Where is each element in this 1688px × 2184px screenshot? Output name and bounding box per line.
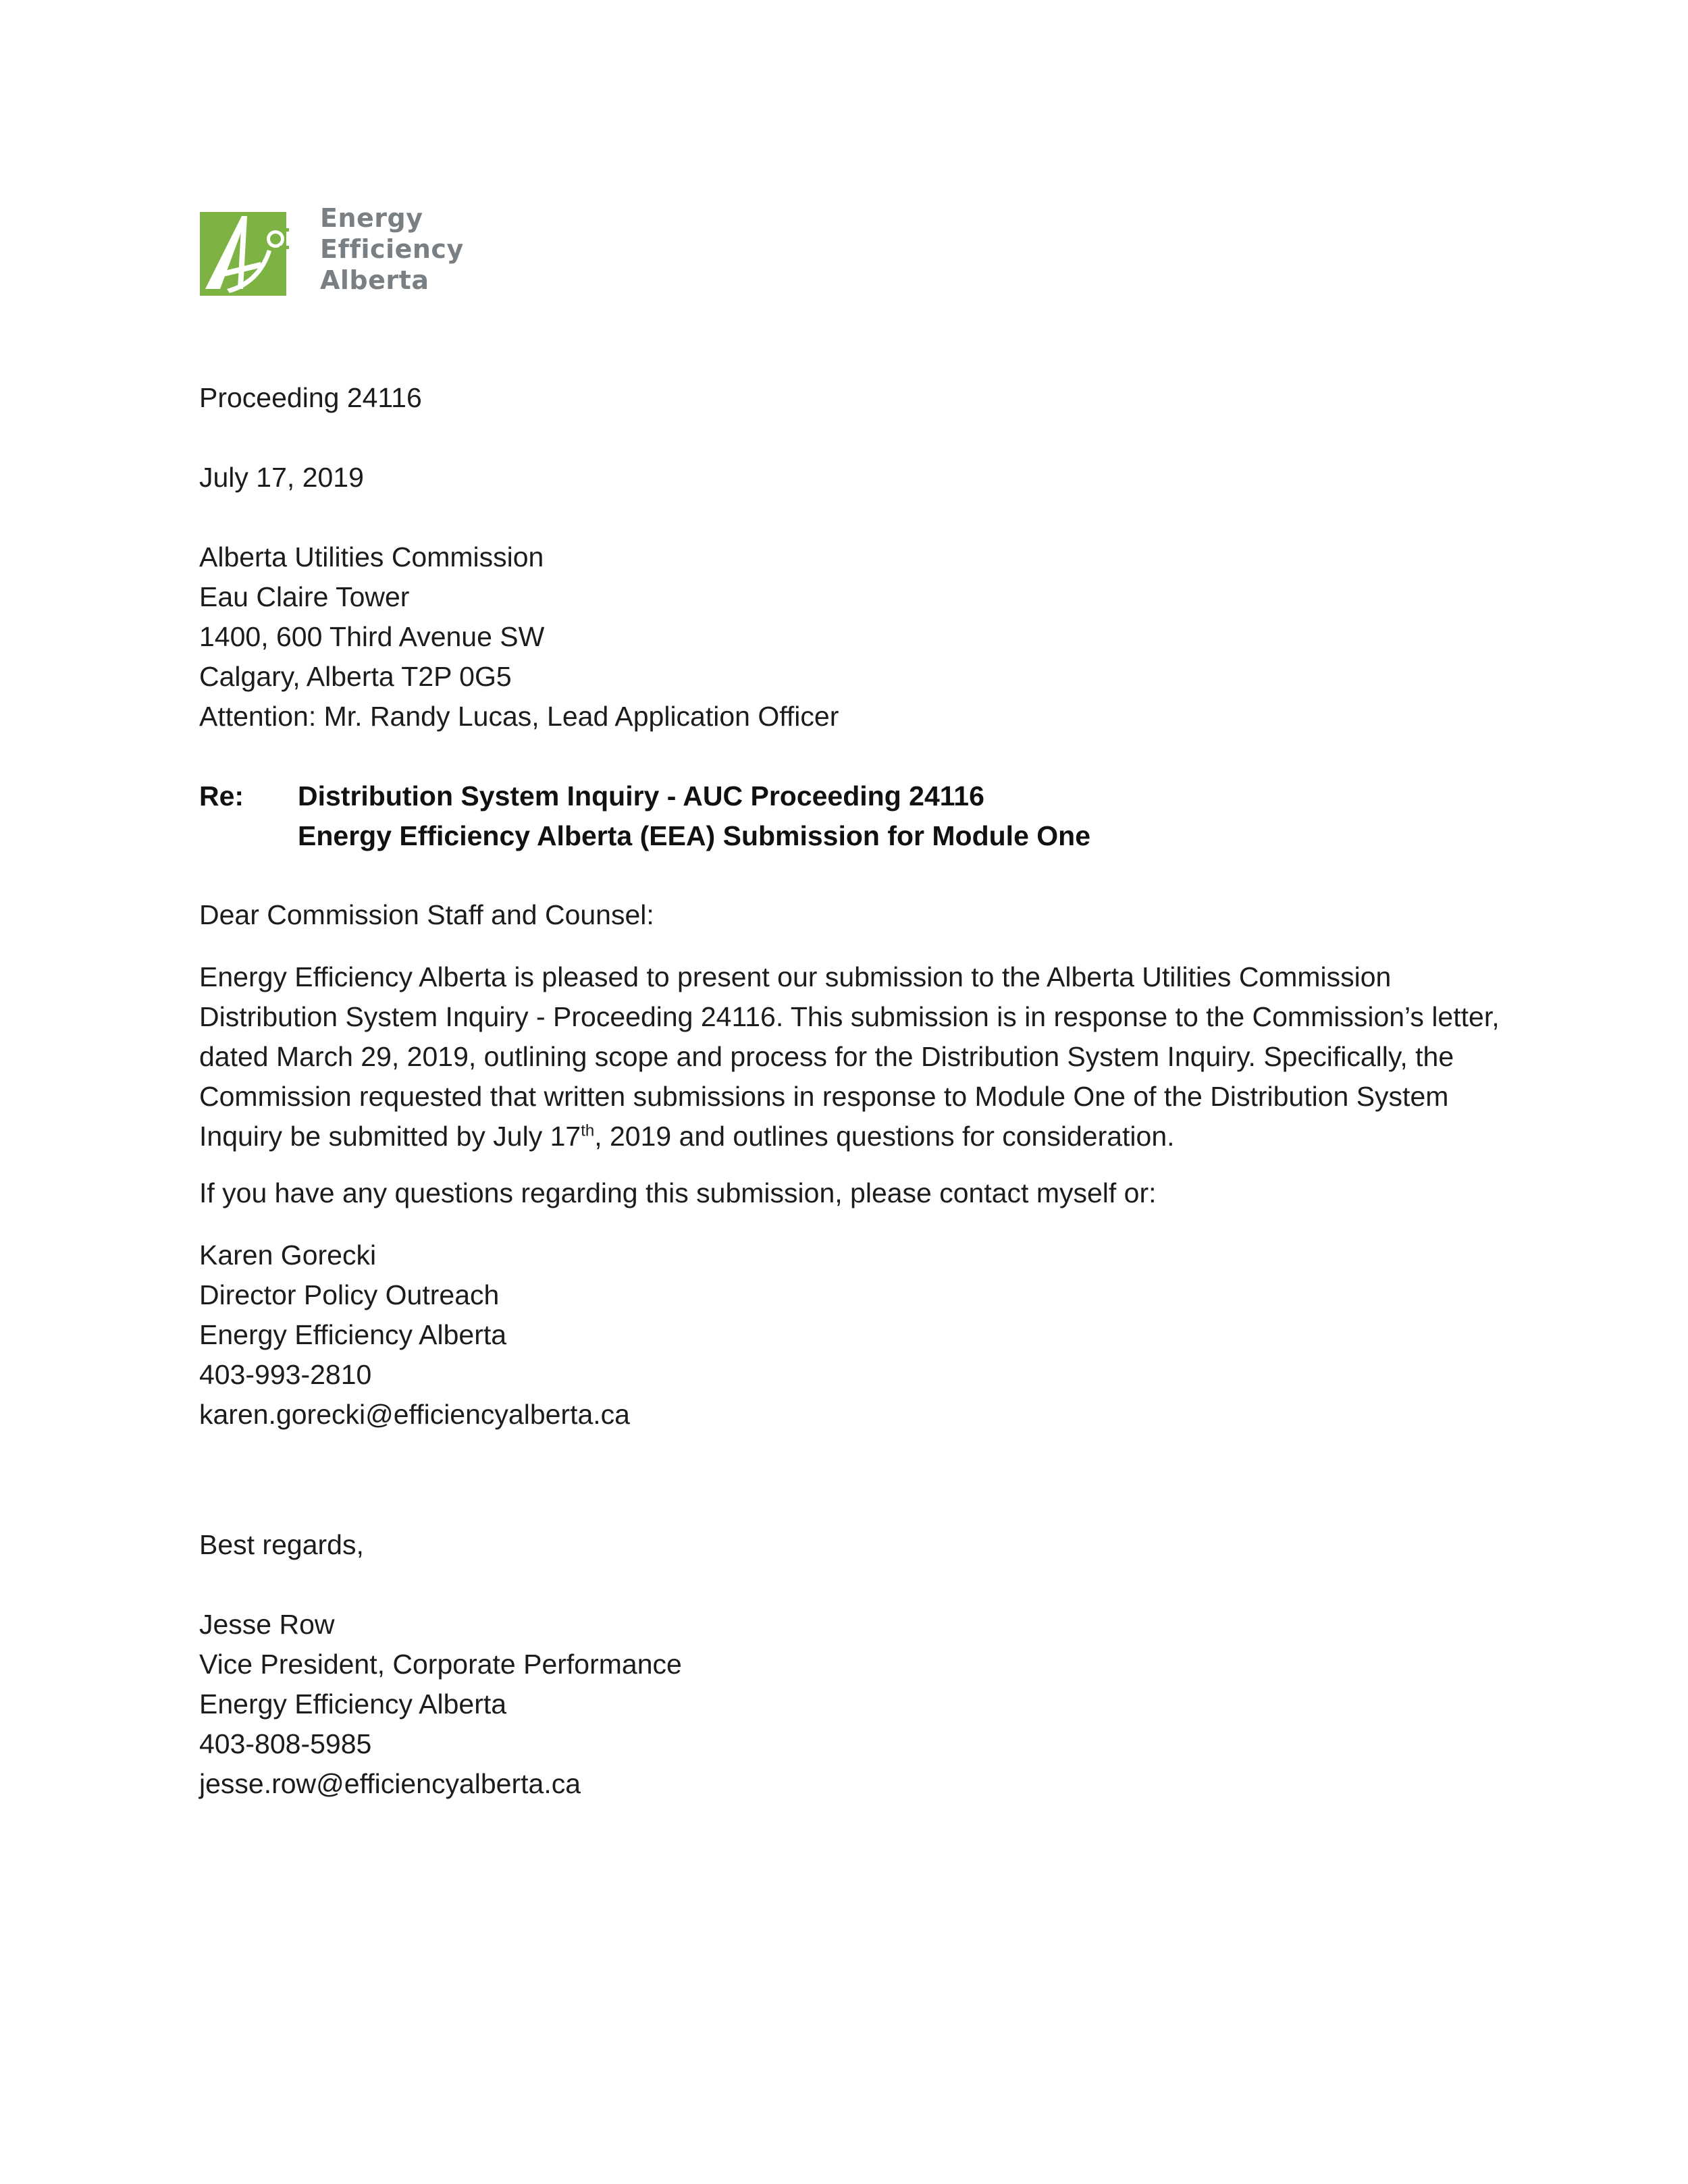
contact-email: karen.gorecki@efficiencyalberta.ca [199,1399,630,1430]
attention-line: Attention: Mr. Randy Lucas, Lead Application Officer [199,701,839,732]
re-subject-line: Energy Efficiency Alberta (EEA) Submission for Module One [298,820,1091,851]
contact-org: Energy Efficiency Alberta [199,1319,507,1350]
paragraph-text: , 2019 and outlines questions for consideration. [594,1121,1175,1152]
contact-block [199,1235,630,1435]
signer-name: Jesse Row [199,1609,335,1640]
re-subject-line: Distribution System Inquiry - AUC Proceeding 24116 [298,780,984,811]
logo-line-efficiency: Efficiency [320,234,464,264]
signer-org: Energy Efficiency Alberta [199,1688,507,1720]
logo-wordmark [320,203,464,296]
re-label: Re: [199,780,244,811]
address-line: 1400, 600 Third Avenue SW [199,621,545,652]
closing: Best regards, [199,1529,364,1560]
paragraph-line: Energy Efficiency Alberta is pleased to present our submission to the Alberta Utilities Commission [199,961,1392,992]
proceeding-number: Proceeding 24116 [199,382,422,413]
paragraph-line: If you have any questions regarding this submission, please contact myself or: [199,1177,1157,1208]
contact-title: Director Policy Outreach [199,1279,500,1310]
paragraph-text: Inquiry be submitted by July 17 [199,1121,581,1152]
signer-title: Vice President, Corporate Performance [199,1649,682,1680]
paragraph-line: dated March 29, 2019, outlining scope and process for the Distribution System Inquiry. Specifically, the [199,1041,1454,1072]
salutation: Dear Commission Staff and Counsel: [199,899,654,930]
address-line: Calgary, Alberta T2P 0G5 [199,661,512,692]
eea-logo [200,203,470,297]
paragraph-line [199,1117,1516,1156]
ordinal-suffix: th [581,1121,595,1140]
body-paragraph-1 [199,957,1516,1156]
signer-block [199,1605,682,1804]
address-line: Eau Claire Tower [199,581,410,612]
eea-logo-mark-icon [200,209,294,296]
contact-phone: 403-993-2810 [199,1359,372,1390]
re-subject [298,776,1090,856]
paragraph-line: Distribution System Inquiry - Proceeding 24116. This submission is in response to the Commission’s letter, [199,1001,1500,1032]
paragraph-line: Commission requested that written submissions in response to Module One of the Distribution System [199,1081,1449,1112]
logo-line-alberta: Alberta [320,265,429,295]
letter-date: July 17, 2019 [199,462,364,493]
body-paragraph-2 [199,1173,1516,1213]
recipient-address [199,537,839,737]
address-line: Alberta Utilities Commission [199,541,544,572]
logo-line-energy: Energy [320,203,423,233]
signer-phone: 403-808-5985 [199,1728,372,1759]
signer-email: jesse.row@efficiencyalberta.ca [199,1768,581,1799]
contact-name: Karen Gorecki [199,1240,377,1271]
